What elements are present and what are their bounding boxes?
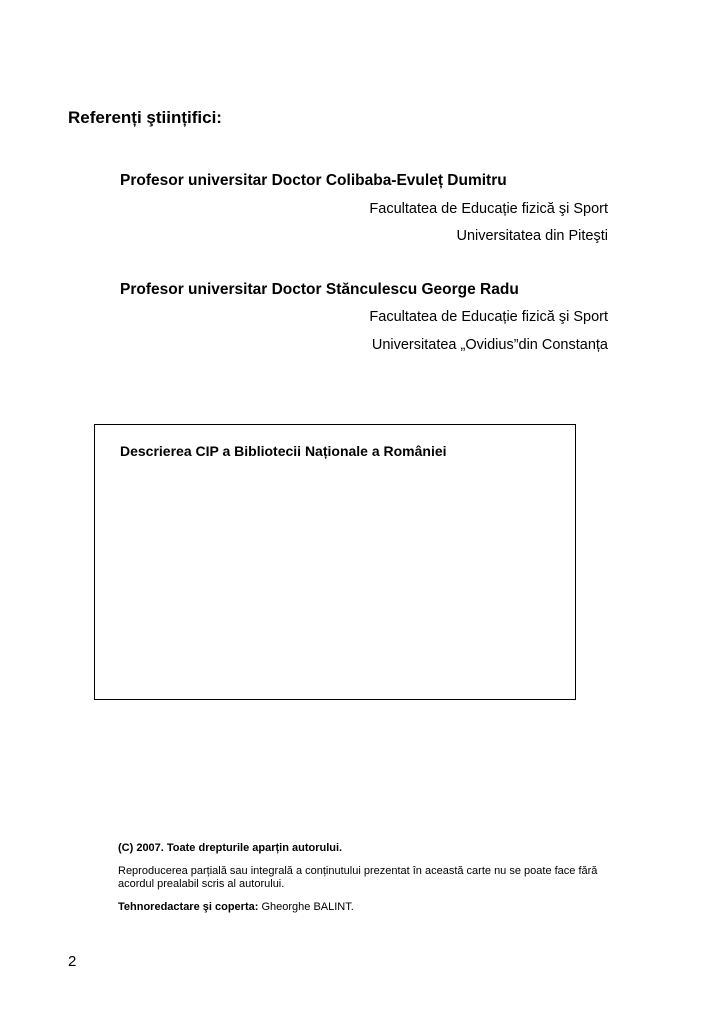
cip-title: Descrierea CIP a Bibliotecii Naționale a României	[120, 443, 447, 459]
reviewer-faculty: Facultatea de Educație fizică şi Sport	[369, 201, 608, 217]
reviewer-university: Universitatea „Ovidius”din Constanța	[371, 337, 608, 353]
reproduction-notice: Reproducerea parțială sau integrală a conținutului prezentat în această carte nu se poate face fără acordul prealabil scris al autorului.	[118, 865, 598, 890]
reviewer-university: Universitatea din Piteşti	[456, 228, 608, 244]
reviewers-heading: Referenți ştiințifici:	[68, 108, 222, 127]
reviewer-name: Profesor universitar Doctor Colibaba-Evuleț Dumitru	[120, 172, 507, 189]
tehnoredactare-label: Tehnoredactare şi coperta:	[118, 901, 259, 913]
tehnoredactare-line	[118, 901, 354, 913]
page-number: 2	[68, 953, 77, 970]
tehnoredactare-value: Gheorghe BALINT.	[261, 901, 354, 913]
reviewer-faculty: Facultatea de Educație fizică şi Sport	[369, 309, 608, 325]
reviewer-name: Profesor universitar Doctor Stănculescu George Radu	[120, 281, 519, 298]
copyright-notice: (C) 2007. Toate drepturile aparțin autorului.	[118, 842, 343, 854]
cip-description-box	[94, 424, 576, 700]
